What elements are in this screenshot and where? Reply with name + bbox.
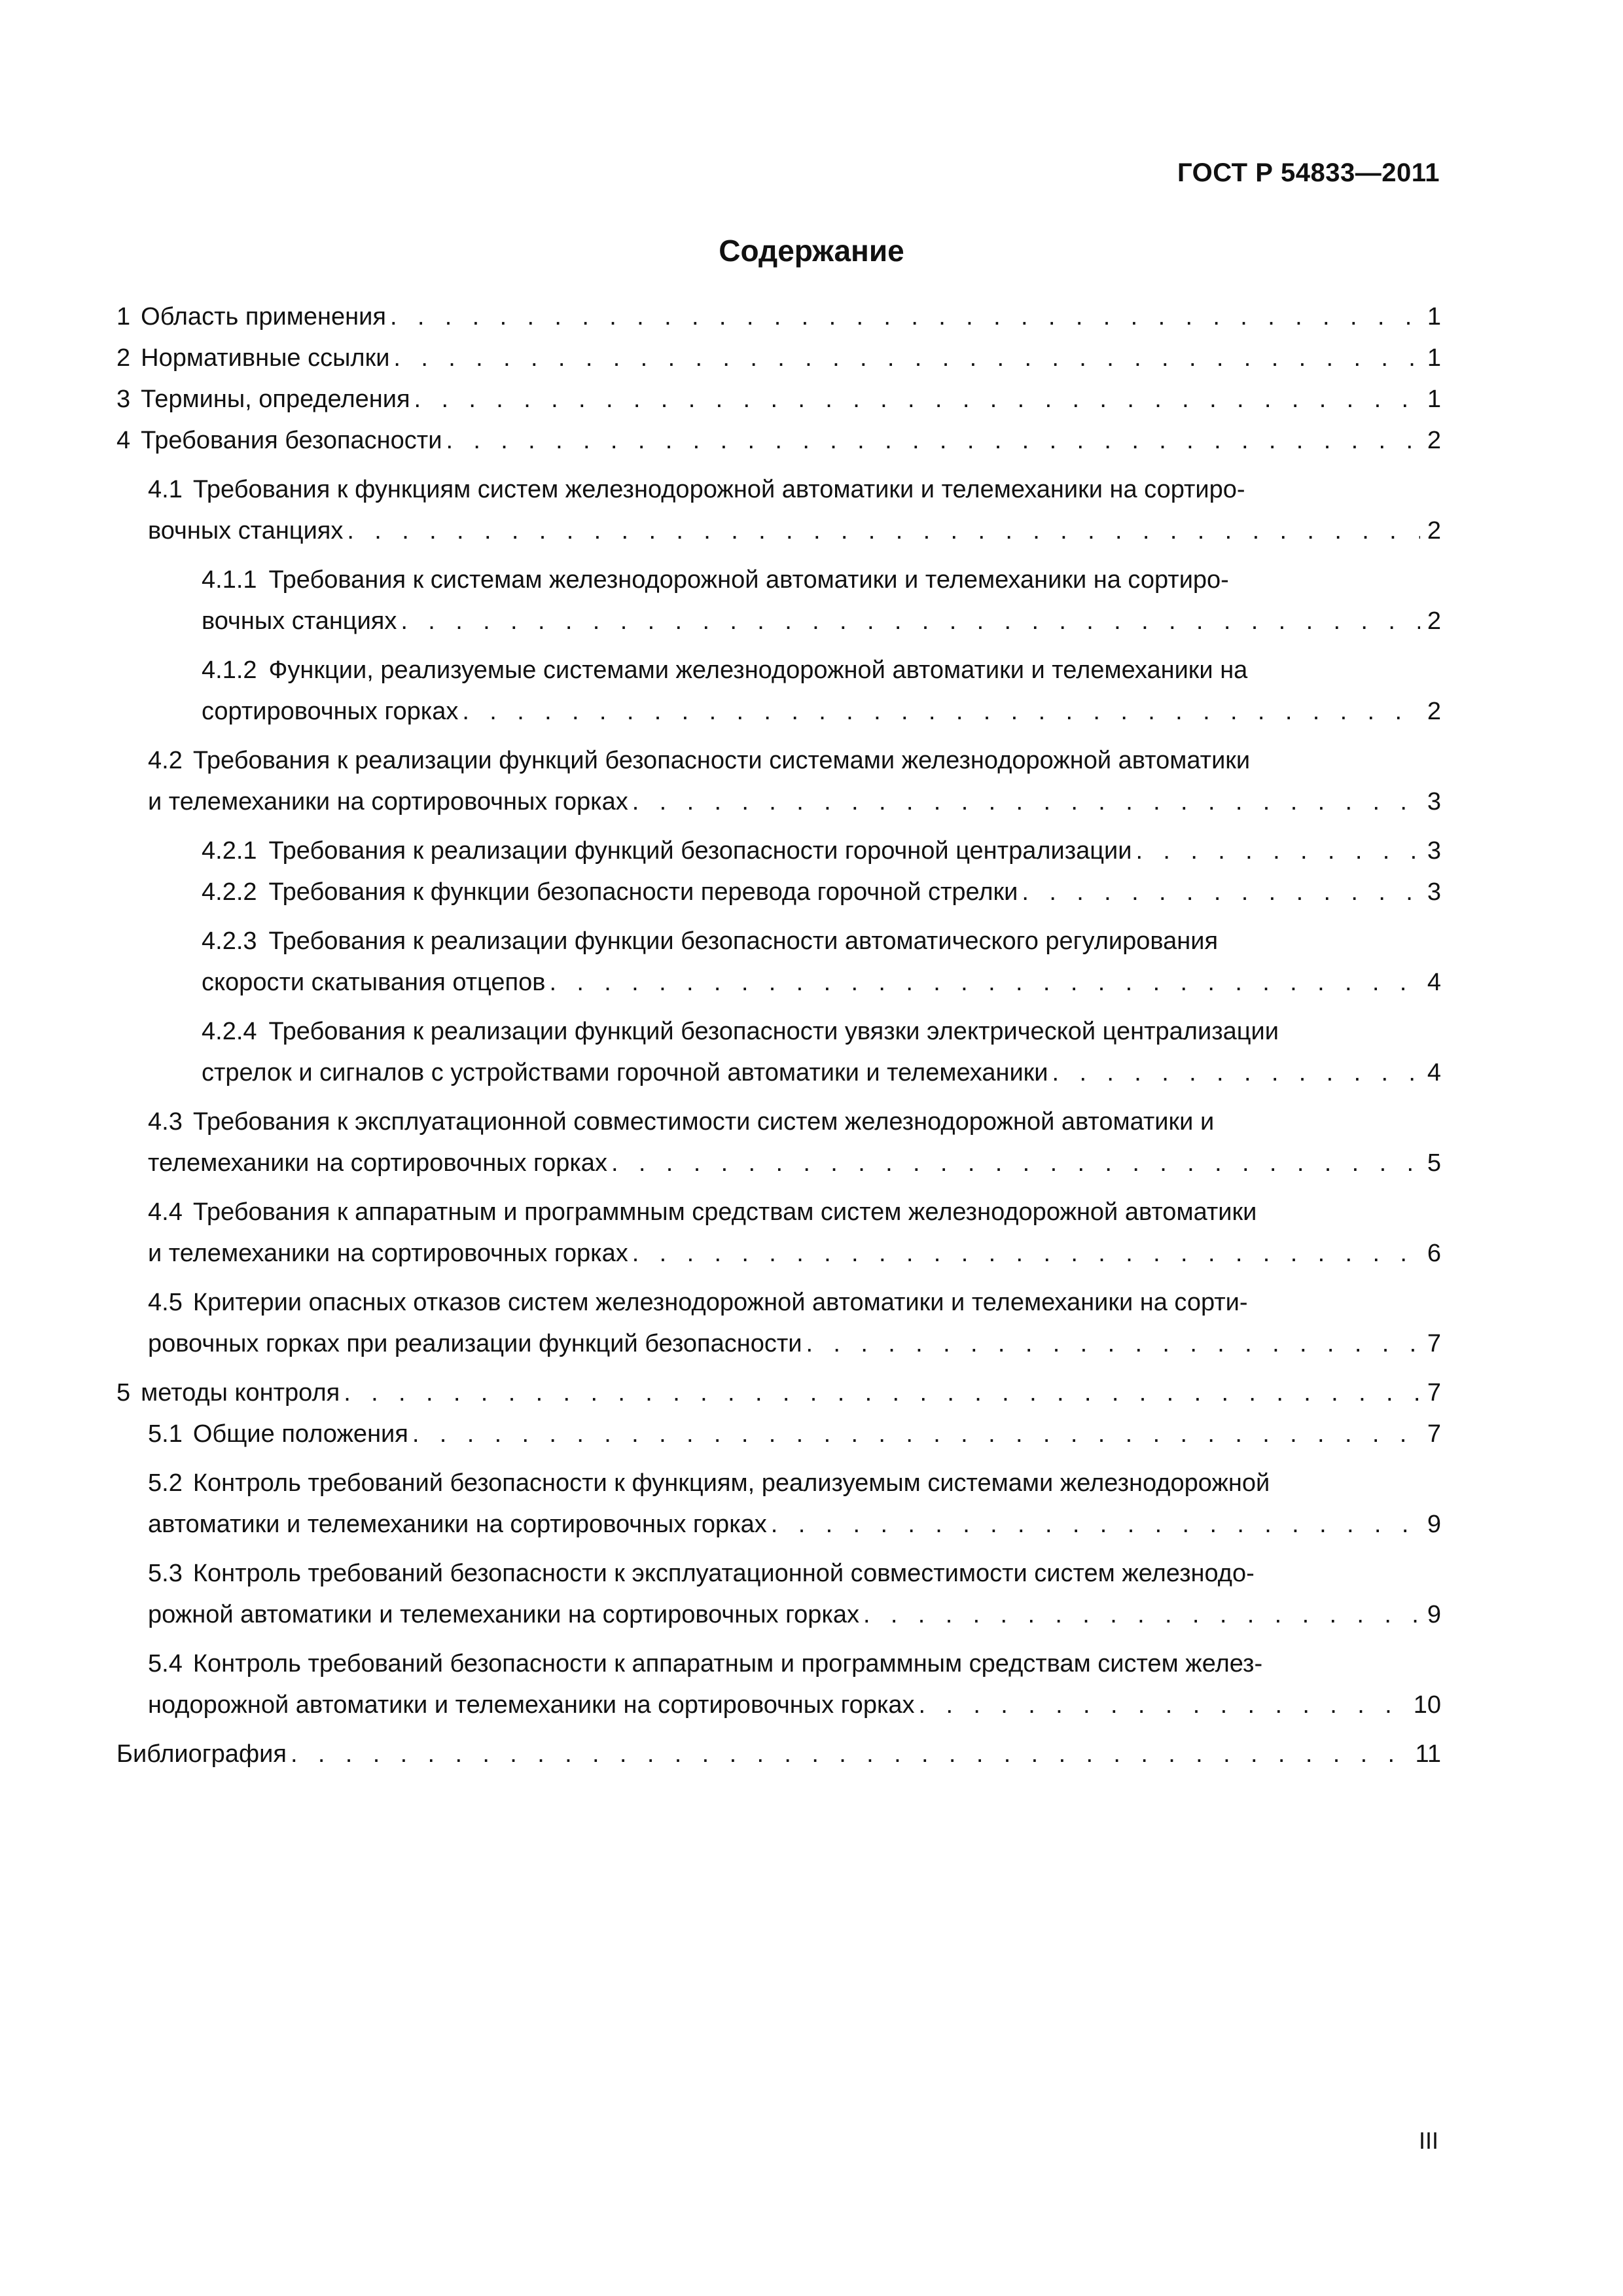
toc-entry[interactable] [116,296,1441,338]
toc-entry[interactable] [116,740,1441,823]
page-number: III [1418,2127,1438,2154]
toc-entry-page: 7 [1427,1420,1441,1448]
toc-entry-number: 4.2.2 [202,878,257,906]
toc-entry-page: 4 [1427,969,1441,996]
dot-leader [401,601,1420,642]
toc-entry-title: Требования безопасности [141,427,442,454]
toc-entry-page: 2 [1427,698,1441,725]
toc-entry-title: Требования к реализации функций безопасности горочной централизации [268,837,1132,865]
toc-entry-page: 3 [1427,837,1441,865]
toc-entry-number: 5.3 [148,1560,183,1587]
toc-title: Содержание [719,234,904,268]
toc-entry-page: 2 [1427,427,1441,454]
toc-entry-number: 5 [116,1379,131,1407]
dot-leader [771,1504,1420,1545]
toc-entry[interactable] [116,1553,1441,1636]
toc-entry-page: 1 [1427,386,1441,413]
toc-entry-title: Контроль требований безопасности к аппаратным и программным средствам систем желез- [192,1650,1263,1677]
toc-entry-title: Требования к реализации функций безопасности увязки электрической централизации [268,1018,1279,1045]
dot-leader [632,1233,1420,1274]
toc-entry-title: рожной автоматики и телемеханики на сортировочных горках [148,1601,859,1628]
dot-leader [412,1414,1420,1455]
toc-entry-title: ровочных горках при реализации функций безопасности [148,1330,802,1357]
toc-entry-title: и телемеханики на сортировочных горках [148,788,628,816]
toc-entry[interactable] [116,1463,1441,1545]
toc-entry-number: 4.4 [148,1198,183,1226]
toc-entry[interactable] [116,872,1441,913]
toc-entry-number: 2 [116,344,131,372]
toc-entry-number: 1 [116,303,131,331]
toc-entry-number: 4.2.1 [202,837,257,865]
toc-entry-title: Требования к системам железнодорожной автоматики и телемеханики на сортиро- [268,566,1229,594]
toc-entry-page: 2 [1427,607,1441,635]
dot-leader [291,1734,1410,1775]
dot-leader [390,296,1420,338]
toc-entry-number: 5.4 [148,1650,183,1677]
dot-leader [1052,1052,1420,1094]
toc-entry-title: телемеханики на сортировочных горках [148,1149,607,1177]
toc-entry-page: 1 [1427,303,1441,331]
toc-entry-number: 4.1.1 [202,566,257,594]
toc-entry-title: Функции, реализуемые системами железнодорожной автоматики и телемеханики на [268,656,1248,684]
toc-entry-title: Требования к функциям систем железнодорожной автоматики и телемеханики на сортиро- [192,476,1245,503]
dot-leader [806,1323,1420,1365]
toc-entry-page: 4 [1427,1059,1441,1086]
dot-leader [549,962,1420,1003]
toc-entry[interactable] [116,921,1441,1003]
toc-entry-page: 11 [1415,1740,1441,1768]
toc-entry-title: Нормативные ссылки [141,344,390,372]
toc-entry-title: стрелок и сигналов с устройствами горочной автоматики и телемеханики [202,1059,1048,1086]
toc-entry-title: Библиография [116,1740,287,1768]
toc-entry-page: 3 [1427,878,1441,906]
toc-entry[interactable] [116,560,1441,642]
toc-entry-number: 4.2 [148,747,183,774]
dot-leader [1136,831,1420,872]
toc-entry-title: Требования к реализации функции безопасности автоматического регулирования [268,927,1219,955]
toc-entry[interactable] [116,1282,1441,1365]
dot-leader [462,691,1420,732]
toc-entry-page: 9 [1427,1511,1441,1538]
toc-entry-page: 7 [1427,1379,1441,1407]
toc-entry[interactable] [116,831,1441,872]
toc-entry[interactable] [116,1192,1441,1274]
toc-entry[interactable] [116,379,1441,420]
toc-entry-page: 1 [1427,344,1441,372]
toc-entry-title: автоматики и телемеханики на сортировочных горках [148,1511,767,1538]
dot-leader [393,338,1420,379]
table-of-contents [116,296,1441,1775]
toc-entry-title: сортировочных горках [202,698,459,725]
toc-entry-page: 7 [1427,1330,1441,1357]
toc-entry[interactable] [116,1643,1441,1726]
dot-leader [347,511,1420,552]
toc-entry[interactable] [116,1372,1441,1414]
toc-entry-number: 4.1 [148,476,183,503]
toc-entry-number: 4.3 [148,1108,183,1136]
toc-entry-number: 4.1.2 [202,656,257,684]
toc-entry-number: 3 [116,386,131,413]
toc-entry-title: Требования к реализации функций безопасности системами железнодорожной автоматики [192,747,1251,774]
toc-entry-title: вочных станциях [148,517,344,545]
toc-entry-title: скорости скатывания отцепов [202,969,546,996]
toc-entry[interactable] [116,1734,1441,1775]
dot-leader [344,1372,1420,1414]
toc-entry-title: Требования к функции безопасности перевода горочной стрелки [268,878,1018,906]
toc-entry[interactable] [116,1011,1441,1094]
toc-entry-title: вочных станциях [202,607,397,635]
dot-leader [632,781,1420,823]
toc-entry-number: 4.2.3 [202,927,257,955]
toc-entry-title: Контроль требований безопасности к функциям, реализуемым системами железнодорожной [192,1469,1270,1497]
toc-entry-number: 4.2.4 [202,1018,257,1045]
dot-leader [919,1685,1408,1726]
toc-entry-page: 5 [1427,1149,1441,1177]
toc-entry-number: 4 [116,427,131,454]
toc-entry-title: Требования к аппаратным и программным средствам систем железнодорожной автоматики [192,1198,1257,1226]
toc-entry[interactable] [116,1102,1441,1184]
toc-entry-title: нодорожной автоматики и телемеханики на сортировочных горках [148,1691,915,1719]
toc-entry-page: 3 [1427,788,1441,816]
toc-entry-number: 5.1 [148,1420,183,1448]
toc-entry-number: 4.5 [148,1289,183,1316]
toc-entry[interactable] [116,420,1441,461]
toc-entry-title: Контроль требований безопасности к эксплуатационной совместимости систем железнодо- [192,1560,1255,1587]
toc-entry-title: Область применения [141,303,386,331]
toc-entry-title: Требования к эксплуатационной совместимости систем железнодорожной автоматики и [192,1108,1215,1136]
toc-entry-number: 5.2 [148,1469,183,1497]
document-code: ГОСТ Р 54833—2011 [1177,158,1440,187]
toc-entry-title: Общие положения [192,1420,408,1448]
toc-entry-page: 10 [1413,1691,1441,1719]
dot-leader [446,420,1420,461]
toc-entry-page: 9 [1427,1601,1441,1628]
toc-entry-page: 2 [1427,517,1441,545]
toc-entry[interactable] [116,1414,1441,1455]
dot-leader [414,379,1420,420]
toc-entry-title: Критерии опасных отказов систем железнодорожной автоматики и телемеханики на сорти- [192,1289,1248,1316]
dot-leader [863,1594,1420,1636]
dot-leader [611,1143,1420,1184]
toc-entry-title: Термины, определения [141,386,410,413]
toc-entry-page: 6 [1427,1240,1441,1267]
toc-entry-title: и телемеханики на сортировочных горках [148,1240,628,1267]
dot-leader [1022,872,1420,913]
toc-entry-title: методы контроля [141,1379,340,1407]
toc-entry[interactable] [116,469,1441,552]
toc-entry[interactable] [116,650,1441,732]
toc-entry[interactable] [116,338,1441,379]
